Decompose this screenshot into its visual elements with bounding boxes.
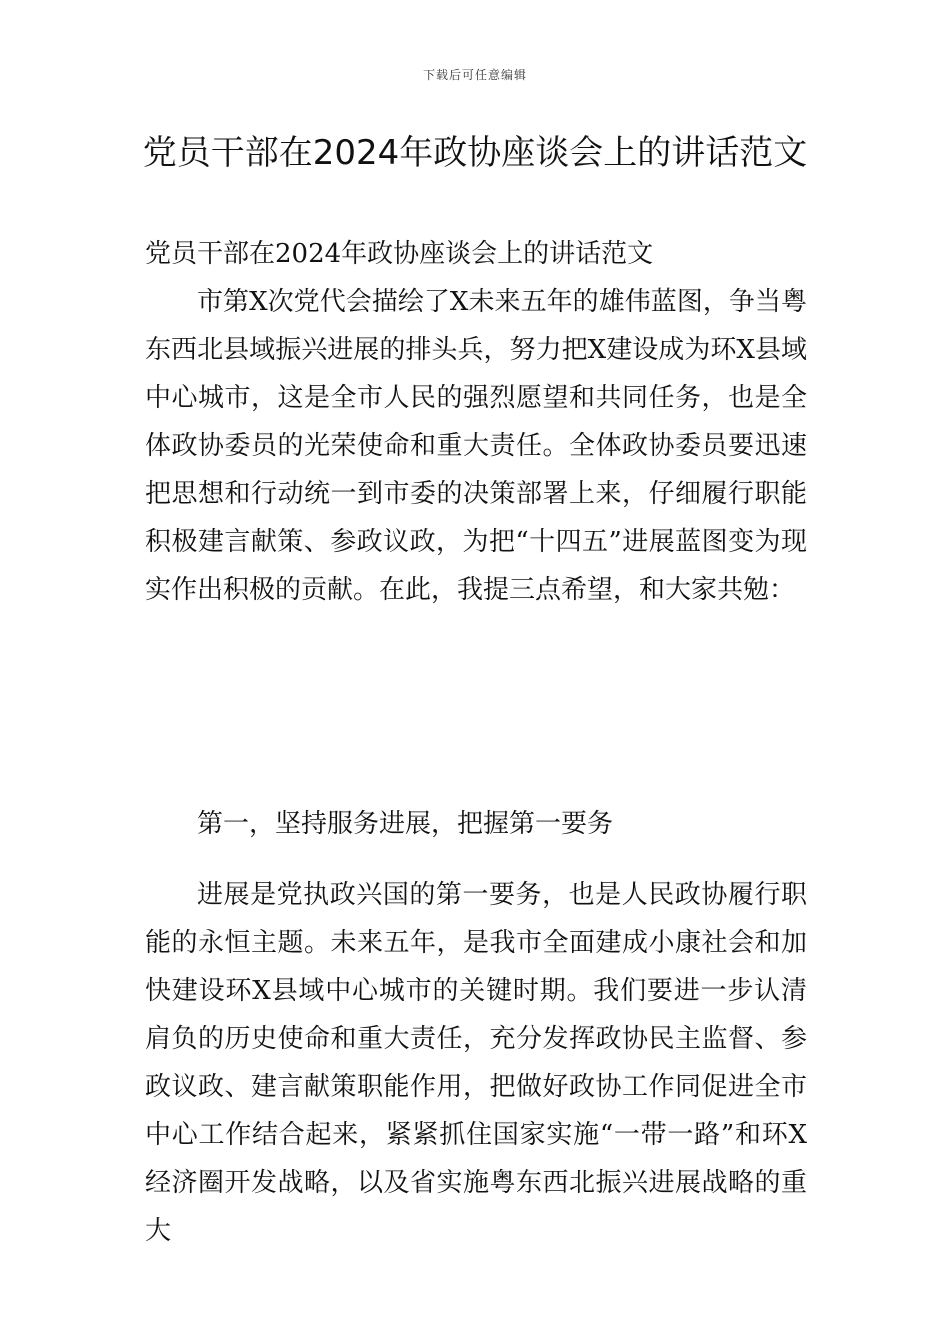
section-heading-1: 第一，坚持服务进展，把握第一要务 [197,809,614,839]
paragraph-2: 进展是党执政兴国的第一要务，也是人民政协履行职能的永恒主题。未来五年，是我市全面建成小康社会和加快建设环X县域中心城市的关键时期。我们要进一步认清肩负的历史使命和重大责任，充分发挥政协民主监督、参政议政、建言献策职能作用，把做好政协工作同促进全市中心工作结合起来，紧紧抓住国家实施“一带一路”和环X经济圈开发战略，以及省实施粤东西北振兴进展战略的重大 [145,880,807,1246]
header-note: 下载后可任意编辑 [422,68,527,82]
document-subtitle: 党员干部在2024年政协座谈会上的讲话范文 [145,239,654,269]
document-title: 党员干部在2024年政协座谈会上的讲话范文 [142,133,808,173]
paragraph-1: 市第X次党代会描绘了X未来五年的雄伟蓝图，争当粤东西北县域振兴进展的排头兵，努力把X建设成为环X县域中心城市，这是全市人民的强烈愿望和共同任务，也是全体政协委员的光荣使命和重大责任。全体政协委员要迅速把思想和行动统一到市委的决策部署上来，仔细履行职能积极建言献策、参政议政，为把“十四五”进展蓝图变为现实作出积极的贡献。在此，我提三点希望，和大家共勉： [145,287,807,605]
